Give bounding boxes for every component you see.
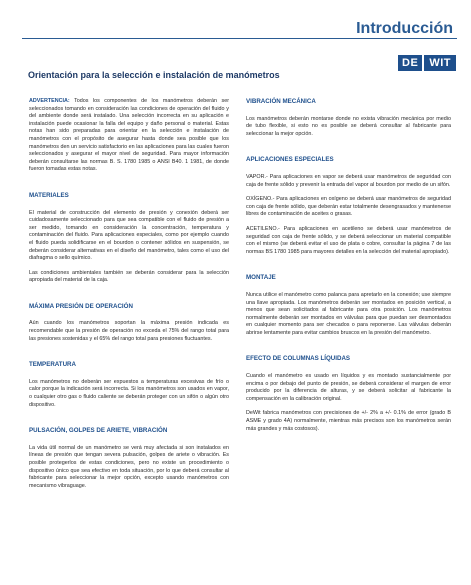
columnas-liquidas-paragraph-2: DeWit fabrica manómetros con precisiones de +/- 2% a +/- 0.1% de error (grado B ASME y grado 4A) normalmente, mientras más precisos son los manómetros serán más grandes y más costosos).: [246, 410, 451, 432]
maxima-presion-paragraph: Aún cuando los manómetros soportan la máxima presión indicada es recomendable que la presión de operación no exceda el 75% del rango total para las presiones sostenidas y el 65% del rango total para presiones fluctuantes.: [29, 320, 229, 342]
right-column: [246, 98, 451, 440]
temperatura-paragraph: Los manómetros no deberán ser expuestos a temperaturas excesivas de frío o calor porque la indicación será incorrecta. Si los manómetros son usados en vapor, o cualquier otro gas o fluido caliente se deberán proteger con un sifón o algún otro dispositivo.: [29, 378, 229, 408]
pulsacion-paragraph: La vida útil normal de un manómetro se verá muy afectada si son instalados en líneas de presión que tengan severa pulsación, golpes de ariete o vibración. Es posible protegerlos de estas condiciones, pero no existe un procedimiento o dispositivo único que sea efectivo en toda situación, por lo que deberá consultar al fabricante para seleccionar la mejor opción, excepto usando manómetros con mecanismo vibraguage.: [29, 444, 229, 489]
montaje-heading: MONTAJE: [246, 274, 276, 282]
dewit-logo: [398, 55, 456, 71]
logo-de: DE: [398, 55, 422, 71]
maxima-presion-heading: MÁXIMA PRESIÓN DE OPERACIÓN: [29, 302, 133, 310]
montaje-paragraph: Nunca utilice el manómetro como palanca para apretarlo en la conexión; use siempre una llave apropiada. Los manómetros deberán ser montados en posición vertical, a menos que sean solicitados al fabricante para otra posición. Los manómetros normalmente deberán ser montados en válvulas para que puedan ser desmontados en cualquier momento para ser checados o para reponerse. Las válvulas deberán abrirse lentamente para evitar cambios bruscos en la presión del manómetro.: [246, 291, 451, 336]
page-title: Introducción: [356, 20, 453, 37]
advertencia-text: Todos los componentes de los manómetros deberán ser seleccionados tomando en consideración las condiciones de operación del fluido y del ambiente donde será instalado. Una selección incorrecta en su aplicación e instalación puede ocasionar la falla del equipo y daño personal o material. Estas notas han sido preparadas para orientar en la selección e instalación de manómetros con el propósito de asegurar hasta donde sea posible que los manómetros den un servicio satisfactorio en las aplicaciones para las cuales fueron seleccionados y asegurar el mayor nivel de seguridad. Para mayor información deberán consultarse las normas B. S. 1780 1985 o ANSI B40. 1 1981, de donde fueron tomadas estas notas.: [29, 98, 229, 173]
logo-wit: WIT: [424, 55, 456, 71]
vapor-paragraph: VAPOR.- Para aplicaciones en vapor se deberá usar manómetros de seguridad con caja de frente sólido y prevenir la entrada del vapor al bourdon por medio de un sifón.: [246, 173, 451, 188]
left-column: [29, 98, 229, 497]
pulsacion-heading: PULSACIÓN, GOLPES DE ARIETE, VIBRACIÓN: [29, 427, 168, 435]
advertencia-paragraph: [29, 98, 229, 174]
vibracion-heading: VIBRACIÓN MECÁNICA: [246, 98, 316, 105]
materiales-paragraph-1: El material de construcción del elemento de presión y conexión deberá ser cuidadosamente seleccionado para que sea compatible con el fluido de presión a ser medido, tomando en consideración la concentración, temperatura y contaminación del fluido. Para aplicaciones especiales, como por ejemplo cuando el fluido pueda solidificarse en el bourdon o contener sólidos en suspensión, se deberán considerar alternativas en el diseño del manómetro, tales como el uso del diafragma o sello químico.: [29, 209, 229, 262]
advertencia-lead: ADVERTENCIA:: [29, 98, 70, 104]
columnas-liquidas-heading: EFECTO DE COLUMNAS LÍQUIDAS: [246, 355, 351, 363]
vibracion-paragraph: Los manómetros deberán montarse donde no exista vibración mecánica por medio de tubo flexible, si esto no es posible se deberá consultar al fabricante para seleccionar la mejor opción.: [246, 115, 451, 137]
acetileno-paragraph: ACETILENO.- Para aplicaciones en acetileno se deberá usar manómetros de seguridad con caja de frente sólido, y se deberá seleccionar un material compatible con el mismo (se deberá evitar el uso de plata o cobre, consultar la página 7 de las normas BS 1780 1985 para mayores detalles en la selección del material apropiado).: [246, 225, 451, 255]
materiales-paragraph-2: Las condiciones ambientales también se deberán considerar para la selección apropiada del material de la caja.: [29, 269, 229, 284]
oxigeno-paragraph: OXÍGENO.- Para aplicaciones en oxígeno se deberá usar manómetros de seguridad con caja de frente sólido, que deberán estar totalmente desengrasados y mantenerse libres de contaminación de aceites o grasas.: [246, 196, 451, 218]
columnas-liquidas-paragraph-1: Cuando el manómetro es usado en líquidos y es montado sustancialmente por encima o por debajo del punto de presión, se deberá considerar el margen de error producido por la diferencia de alturas, y se deberá solicitar al fabricante la compensación en la calibración original.: [246, 373, 451, 402]
materiales-heading: MATERIALES: [29, 191, 69, 199]
header-divider: [22, 38, 457, 39]
temperatura-heading: TEMPERATURA: [29, 361, 76, 369]
section-subtitle: Orientación para la selección e instalación de manómetros: [28, 70, 280, 80]
aplicaciones-heading: APLICACIONES ESPECIALES: [246, 156, 334, 164]
